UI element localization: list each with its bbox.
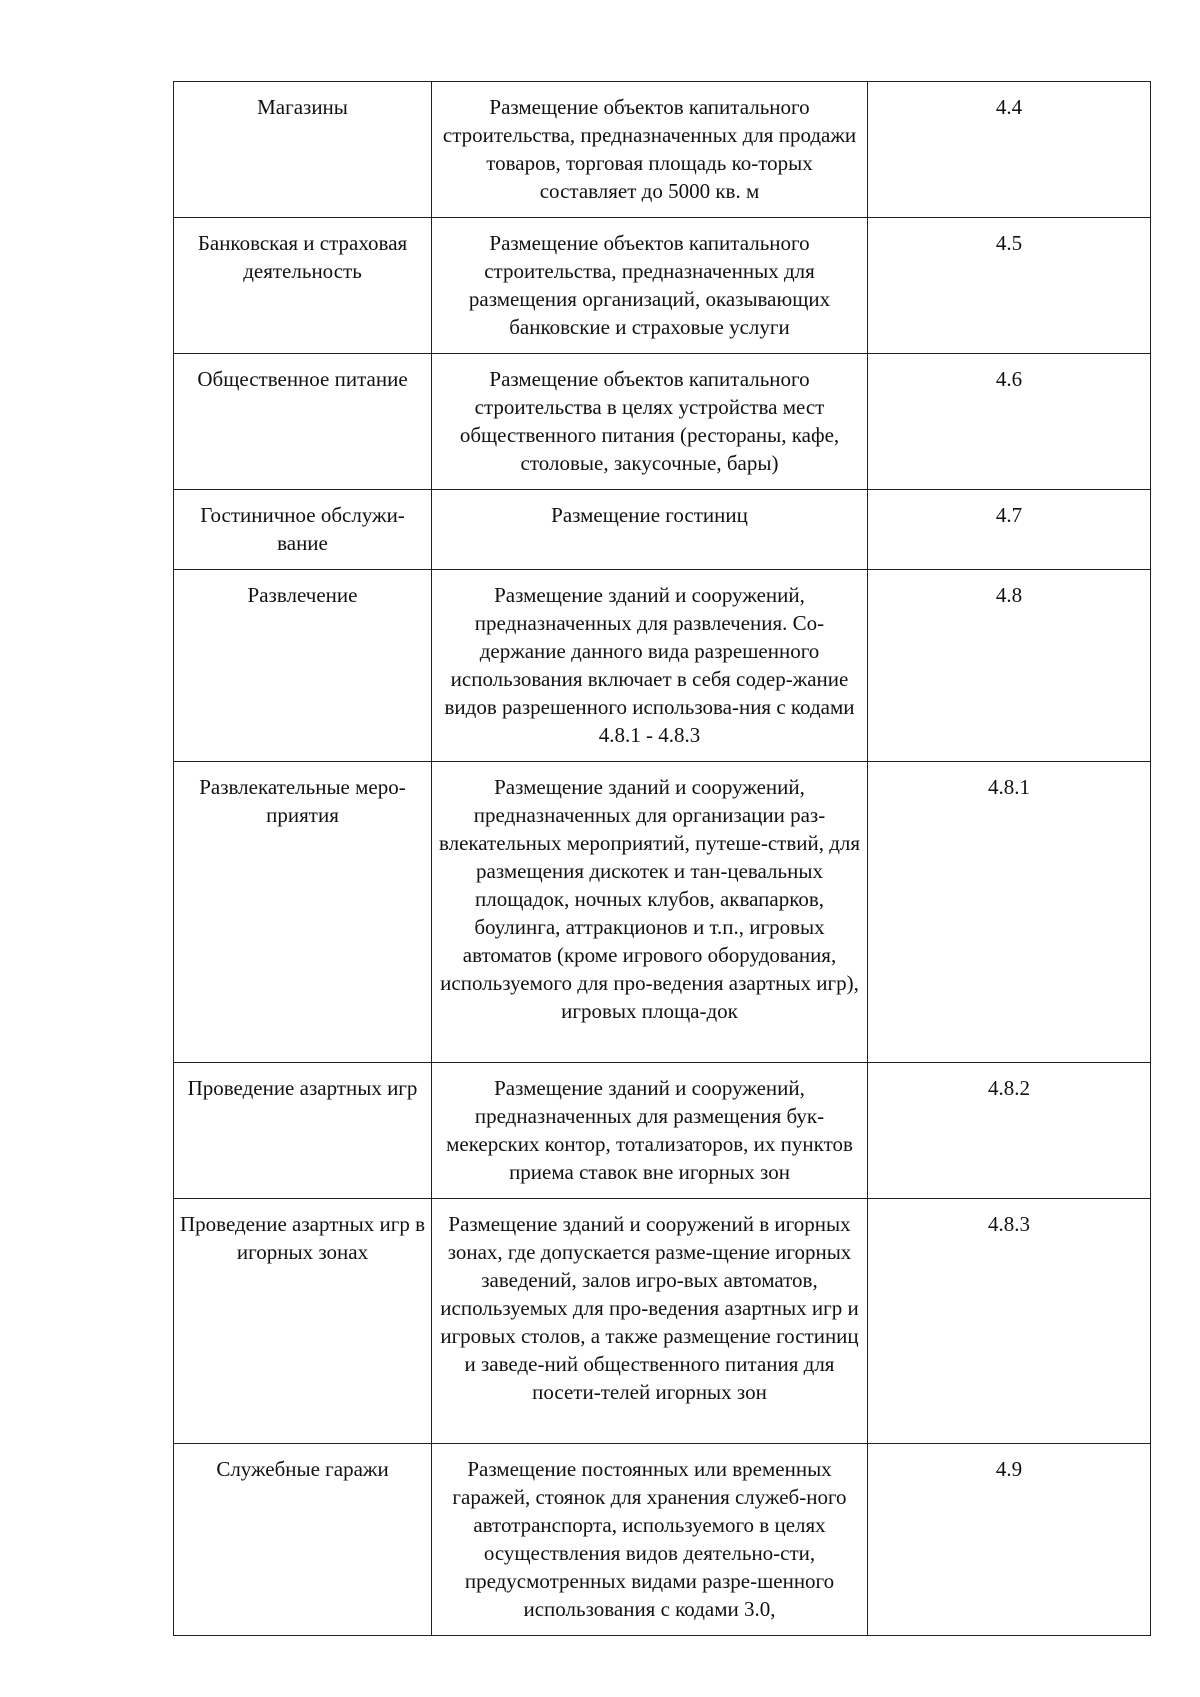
table-row [174, 1199, 1151, 1444]
use-description: Размещение объектов капитального строительства в целях устройства мест общественного питания (рестораны, кафе, столовые, закусочные, бары) [459, 367, 840, 475]
use-name: Гостиничное обслужи-вание [200, 503, 405, 555]
use-code-cell [868, 490, 1151, 570]
use-name-cell [174, 570, 432, 762]
use-name-cell [174, 762, 432, 1063]
use-code-cell [868, 1444, 1151, 1636]
use-code-cell [868, 82, 1151, 218]
use-code-cell [868, 218, 1151, 354]
table-row [174, 218, 1151, 354]
use-name: Служебные гаражи [216, 1457, 389, 1481]
use-code-cell [868, 1063, 1151, 1199]
table-row [174, 570, 1151, 762]
use-description: Размещение зданий и сооружений, предназначенных для размещения бук-мекерских контор, тотализаторов, их пунктов приема ставок вне игорных зон [446, 1076, 853, 1184]
table-row [174, 82, 1151, 218]
use-description: Размещение зданий и сооружений, предназначенных для организации раз-влекательных мероприятий, путеше-ствий, для размещения дискотек и тан-цевальных площадок, ночных клубов, аквапарков, боулинга, аттракционов и т.п., игровых автоматов (кроме игрового оборудования, используемого для про-ведения азартных игр), игровых площа-док [438, 775, 861, 1023]
use-name: Развлечение [247, 583, 358, 607]
use-description-cell [432, 1199, 868, 1444]
use-code: 4.5 [995, 231, 1023, 255]
land-use-table [173, 81, 1151, 1636]
use-name-cell [174, 1444, 432, 1636]
use-description-cell [432, 490, 868, 570]
use-name: Банковская и страховая деятельность [197, 231, 408, 283]
table-row [174, 490, 1151, 570]
use-code: 4.9 [995, 1457, 1023, 1481]
use-name-cell [174, 1199, 432, 1444]
use-name: Развлекательные меро-приятия [199, 775, 406, 827]
use-description: Размещение зданий и сооружений, предназначенных для развлечения. Со-держание данного вида разрешенного использования включает в себя содер-жание видов разрешенного использова-ния с кодами 4.8.1 - 4.8.3 [444, 583, 855, 747]
use-name: Проведение азартных игр в игорных зонах [180, 1212, 426, 1264]
use-name: Проведение азартных игр [187, 1076, 418, 1100]
use-description-cell [432, 354, 868, 490]
use-description: Размещение зданий и сооружений в игорных зонах, где допускается разме-щение игорных заведений, залов игро-вых автоматов, используемых для про-ведения азартных игр и игровых столов, а также размещение гостиниц и заведе-ний общественного питания для посети-телей игорных зон [440, 1212, 859, 1404]
use-name-cell [174, 490, 432, 570]
use-code: 4.8.1 [988, 775, 1030, 799]
table-row [174, 354, 1151, 490]
use-code-cell [868, 1199, 1151, 1444]
use-description: Размещение объектов капитального строительства, предназначенных для продажи товаров, торговая площадь ко-торых составляет до 5000 кв. м [442, 95, 857, 203]
use-name-cell [174, 354, 432, 490]
use-description: Размещение объектов капитального строительства, предназначенных для размещения организаций, оказывающих банковские и страховые услуги [468, 231, 831, 339]
use-description: Размещение постоянных или временных гаражей, стоянок для хранения служеб-ного автотранспорта, используемого в целях осуществления видов деятельно-сти, предусмотренных видами разре-шенного использования с кодами 3.0, [452, 1457, 847, 1621]
use-description-cell [432, 570, 868, 762]
use-code: 4.8.3 [988, 1212, 1030, 1236]
use-description-cell [432, 762, 868, 1063]
use-description-cell [432, 1444, 868, 1636]
use-code: 4.8 [995, 583, 1023, 607]
use-name-cell [174, 82, 432, 218]
use-code-cell [868, 570, 1151, 762]
use-code-cell [868, 354, 1151, 490]
table-row [174, 762, 1151, 1063]
use-code-cell [868, 762, 1151, 1063]
use-code: 4.6 [995, 367, 1023, 391]
use-description-cell [432, 82, 868, 218]
use-name: Магазины [257, 95, 348, 119]
use-code: 4.4 [995, 95, 1023, 119]
table-row [174, 1063, 1151, 1199]
use-code: 4.7 [995, 503, 1023, 527]
use-description-cell [432, 218, 868, 354]
use-description-cell [432, 1063, 868, 1199]
use-name-cell [174, 218, 432, 354]
use-code: 4.8.2 [988, 1076, 1030, 1100]
use-description: Размещение гостиниц [551, 503, 748, 527]
table-row [174, 1444, 1151, 1636]
use-name-cell [174, 1063, 432, 1199]
use-name: Общественное питание [197, 367, 408, 391]
table-body [174, 82, 1151, 1636]
